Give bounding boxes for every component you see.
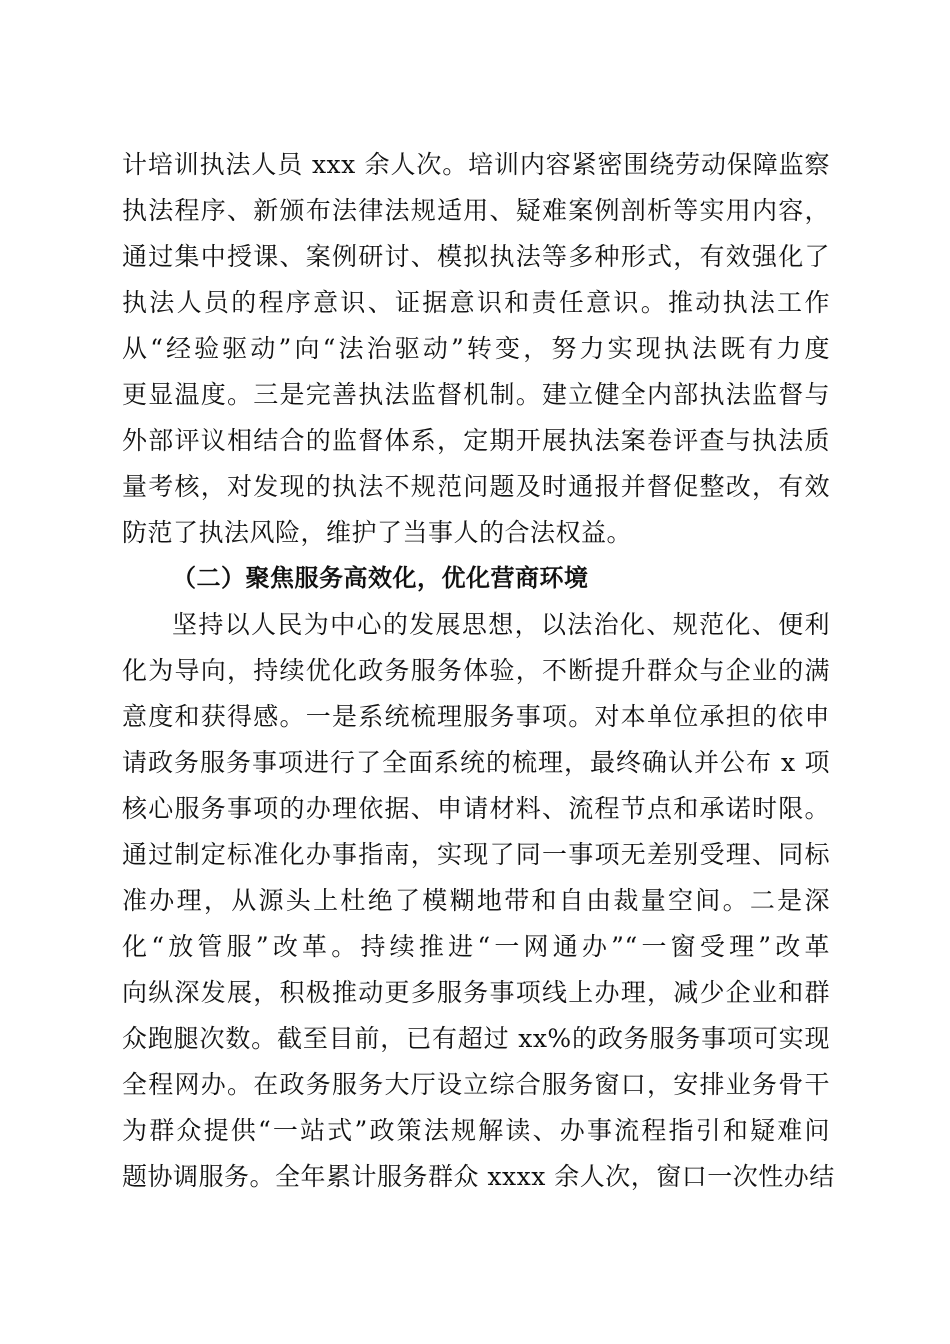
paragraph-1-line: 更显温度。三是完善执法监督机制。建立健全内部执法监督与 xyxy=(122,380,830,409)
paragraph-1-line: 量考核，对发现的执法不规范问题及时通报并督促整改，有效 xyxy=(122,472,830,501)
paragraph-2-line: 化“放管服”改革。持续推进“一网通办”“一窗受理”改革 xyxy=(122,932,830,961)
paragraph-2-line: 请政务服务事项进行了全面系统的梳理，最终确认并公布 x 项 xyxy=(122,748,830,777)
paragraph-1-line: 通过集中授课、案例研讨、模拟执法等多种形式，有效强化了 xyxy=(122,242,830,271)
paragraph-2-line: 题协调服务。全年累计服务群众 xxxx 余人次，窗口一次性办结 xyxy=(122,1162,835,1191)
paragraph-2-line: 核心服务事项的办理依据、申请材料、流程节点和承诺时限。 xyxy=(122,794,830,823)
paragraph-1-line: 从“经验驱动”向“法治驱动”转变，努力实现执法既有力度 xyxy=(122,334,830,363)
paragraph-2-line: 意度和获得感。一是系统梳理服务事项。对本单位承担的依申 xyxy=(122,702,830,731)
paragraph-2-line: 坚持以人民为中心的发展思想，以法治化、规范化、便利 xyxy=(172,610,830,639)
paragraph-1-line: 防范了执法风险，维护了当事人的合法权益。 xyxy=(122,518,633,547)
paragraph-2-line: 化为导向，持续优化政务服务体验，不断提升群众与企业的满 xyxy=(122,656,830,685)
paragraph-2-line: 通过制定标准化办事指南，实现了同一事项无差别受理、同标 xyxy=(122,840,830,869)
paragraph-2-line: 向纵深发展，积极推动更多服务事项线上办理，减少企业和群 xyxy=(122,978,830,1007)
paragraph-1-line: 执法人员的程序意识、证据意识和责任意识。推动执法工作 xyxy=(122,288,830,317)
paragraph-2-line: 众跑腿次数。截至目前，已有超过 xx%的政务服务事项可实现 xyxy=(122,1024,830,1053)
section-heading: （二）聚焦服务高效化，优化营商环境 xyxy=(172,564,589,592)
paragraph-2-line: 为群众提供“一站式”政策法规解读、办事流程指引和疑难问 xyxy=(122,1116,830,1145)
paragraph-2-line: 准办理，从源头上杜绝了模糊地带和自由裁量空间。二是深 xyxy=(122,886,830,915)
paragraph-2-line: 全程网办。在政务服务大厅设立综合服务窗口，安排业务骨干 xyxy=(122,1070,830,1099)
paragraph-1-line: 外部评议相结合的监督体系，定期开展执法案卷评查与执法质 xyxy=(122,426,830,455)
paragraph-1-line: 计培训执法人员 xxx 余人次。培训内容紧密围绕劳动保障监察 xyxy=(122,150,830,179)
paragraph-1-line: 执法程序、新颁布法律法规适用、疑难案例剖析等实用内容， xyxy=(122,196,830,225)
